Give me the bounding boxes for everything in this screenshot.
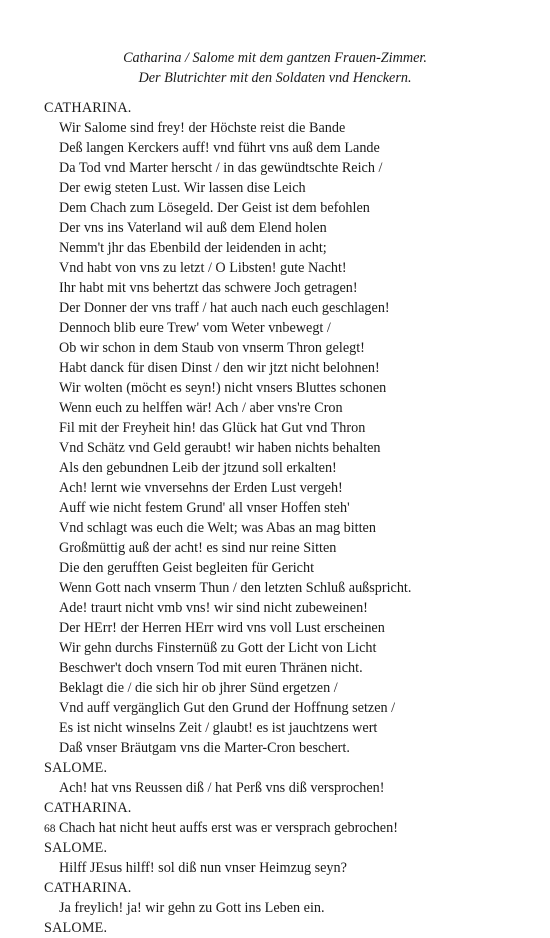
verse-line: Der HErr! der Herren HErr wird vns voll Lust erscheinen (59, 620, 385, 636)
verse-line: Wir wolten (möcht es seyn!) nicht vnsers Bluttes schonen (59, 380, 387, 396)
page-number: 68 (44, 823, 56, 835)
stage-direction-line: Der Blutrichter mit den Soldaten vnd Henckern. (138, 70, 412, 86)
verse-line: Großmüttig auß der acht! es sind nur reine Sitten (59, 540, 337, 556)
speech-block (44, 878, 524, 918)
verse-line: Nemm't jhr das Ebenbild der leidenden in acht; (59, 240, 327, 256)
speech-block (44, 758, 524, 798)
verse-line: Chach hat nicht heut auffs erst was er versprach gebrochen! (59, 820, 398, 836)
verse-line: Dem Chach zum Lösegeld. Der Geist ist dem befohlen (59, 200, 370, 216)
verse-line: Wir Salome sind frey! der Höchste reist die Bande (59, 120, 346, 136)
speaker-name: CATHARINA. (44, 800, 132, 816)
verse-line: Wir gehn durchs Finsternüß zu Gott der Licht von Licht (59, 640, 377, 656)
stage-direction-line: Catharina / Salome mit dem gantzen Frauen-Zimmer. (123, 50, 427, 66)
speech-block (44, 918, 524, 938)
verse-line: Es ist nicht winselns Zeit / glaubt! es ist jauchtzens wert (59, 720, 378, 736)
verse-line: Fil mit der Freyheit hin! das Glück hat Gut vnd Thron (59, 420, 366, 436)
verse-line: Ach! hat vns Reussen diß / hat Perß vns diß versprochen! (59, 780, 385, 796)
speaker-name: SALOME. (44, 920, 108, 936)
verse-line: Wenn euch zu helffen wär! Ach / aber vns're Cron (59, 400, 343, 416)
verse-line: Der Donner der vns traff / hat auch nach euch geschlagen! (59, 300, 390, 316)
verse-line: Beklagt die / die sich hir ob jhrer Sünd ergetzen / (59, 680, 338, 696)
speaker-name: SALOME. (44, 760, 108, 776)
verse-line: Daß vnser Bräutgam vns die Marter-Cron beschert. (59, 740, 350, 756)
verse-line: Vnd schlagt was euch die Welt; was Abas an mag bitten (59, 520, 376, 536)
verse-line: Der vns ins Vaterland wil auß dem Elend holen (59, 220, 327, 236)
verse-line: Beschwer't doch vnsern Tod mit euren Thränen nicht. (59, 660, 363, 676)
speech-block (44, 98, 524, 758)
verse-line: Vnd Schätz vnd Geld geraubt! wir haben nichts behalten (59, 440, 381, 456)
verse-line: Die den gerufften Geist begleiten für Gericht (59, 560, 315, 576)
verse-line: Vnd auff vergänglich Gut den Grund der Hoffnung setzen / (59, 700, 396, 716)
speech-block (44, 838, 524, 878)
verse-line: Hilff JEsus hilff! sol diß nun vnser Heimzug seyn? (59, 860, 347, 876)
verse-line: Wenn Gott nach vnserm Thun / den letzten Schluß außspricht. (59, 580, 412, 596)
verse-line: Auff wie nicht festem Grund' all vnser Hoffen steh' (59, 500, 350, 516)
speaker-name: CATHARINA. (44, 880, 132, 896)
dialogue (44, 98, 524, 938)
verse-line: Dennoch blib eure Trew' vom Weter vnbewegt / (59, 320, 331, 336)
verse-line: Deß langen Kerckers auff! vnd führt vns auß dem Lande (59, 140, 380, 156)
verse-line: Der ewig steten Lust. Wir lassen dise Leich (59, 180, 306, 196)
speech-block (44, 798, 524, 838)
verse-line: Ach! lernt wie vnversehns der Erden Lust vergeh! (59, 480, 343, 496)
verse-line: Vnd habt von vns zu letzt / O Libsten! gute Nacht! (59, 260, 347, 276)
speaker-name: SALOME. (44, 840, 108, 856)
stage-direction (0, 48, 550, 88)
speaker-name: CATHARINA. (44, 100, 132, 116)
verse-line: Habt danck für disen Dinst / den wir jtzt nicht belohnen! (59, 360, 380, 376)
verse-line: Ihr habt mit vns behertzt das schwere Joch getragen! (59, 280, 358, 296)
verse-line: Ja freylich! ja! wir gehn zu Gott ins Leben ein. (59, 900, 325, 916)
verse-line: Ob wir schon in dem Staub von vnserm Thron gelegt! (59, 340, 365, 356)
verse-line: Als den gebundnen Leib der jtzund soll erkalten! (59, 460, 337, 476)
verse-line: Ade! traurt nicht vmb vns! wir sind nicht zubeweinen! (59, 600, 368, 616)
verse-line: Da Tod vnd Marter herscht / in das gewündtschte Reich / (59, 160, 383, 176)
